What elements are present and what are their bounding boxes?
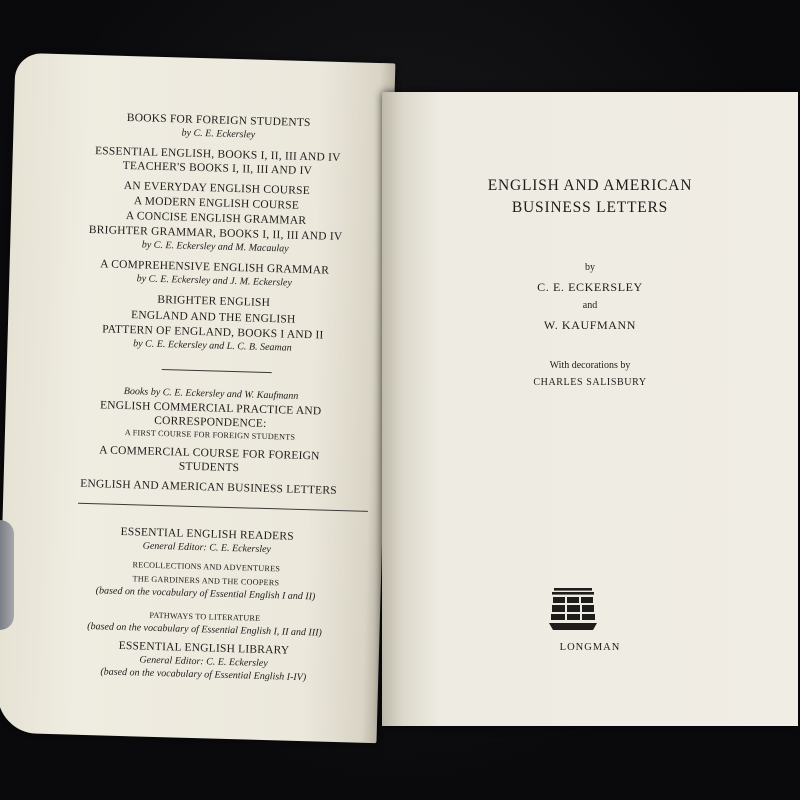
book-author: by C. E. Eckersley and J. M. Eckersley xyxy=(136,273,293,289)
and-label: and xyxy=(582,300,598,311)
book-item: AN EVERYDAY ENGLISH COURSE xyxy=(123,179,311,198)
book-title-line2: BUSINESS LETTERS xyxy=(511,199,669,216)
illustrator: CHARLES SALISBURY xyxy=(533,377,647,388)
reader-title: THE GARDINERS AND THE COOPERS xyxy=(132,574,280,588)
book-item: ENGLAND AND THE ENGLISH xyxy=(130,309,296,326)
book-item: A COMMERCIAL COURSE FOR FOREIGN xyxy=(99,444,320,463)
book-item: ENGLISH COMMERCIAL PRACTICE AND xyxy=(99,399,322,418)
author-1: C. E. ECKERSLEY xyxy=(537,280,643,294)
books-heading-by: by C. E. Eckersley xyxy=(181,127,256,141)
ship-logo-icon xyxy=(548,586,598,632)
publisher-name: LONGMAN xyxy=(559,642,621,653)
book-item: CORRESPONDENCE: xyxy=(154,414,267,430)
book-item: ESSENTIAL ENGLISH, BOOKS I, II, III AND IV xyxy=(94,145,341,164)
book-item: PATTERN OF ENGLAND, BOOKS I AND II xyxy=(102,323,324,342)
library-editor: General Editor: C. E. Eckersley xyxy=(139,654,268,670)
reader-note: (based on the vocabulary of Essential English I, II and III) xyxy=(87,621,322,639)
book-item: A MODERN ENGLISH COURSE xyxy=(133,195,300,212)
library-heading: ESSENTIAL ENGLISH LIBRARY xyxy=(118,639,290,657)
reader-note: (based on the vocabulary of Essential English I-IV) xyxy=(100,666,307,684)
coauthor-heading: Books by C. E. Eckersley and W. Kaufmann xyxy=(123,385,299,402)
by-label: by xyxy=(585,262,595,273)
book-item: TEACHER'S BOOKS I, II, III AND IV xyxy=(122,159,313,178)
book-item: A CONCISE ENGLISH GRAMMAR xyxy=(125,209,307,228)
book-item: STUDENTS xyxy=(178,460,240,475)
readers-editor: General Editor: C. E. Eckersley xyxy=(142,540,272,556)
book-title-line1: ENGLISH AND AMERICAN xyxy=(487,177,693,194)
book-author: by C. E. Eckersley and M. Macaulay xyxy=(141,239,289,255)
readers-heading: ESSENTIAL ENGLISH READERS xyxy=(120,525,294,543)
book-item: BRIGHTER GRAMMAR, BOOKS I, II, III AND IV xyxy=(88,223,343,244)
book-item: BRIGHTER ENGLISH xyxy=(157,293,271,310)
left-page xyxy=(0,53,395,743)
book-subtitle: A FIRST COURSE FOR FOREIGN STUDENTS xyxy=(124,428,296,442)
books-heading: BOOKS FOR FOREIGN STUDENTS xyxy=(126,111,311,130)
author-2: W. KAUFMANN xyxy=(543,318,637,332)
book-author: by C. E. Eckersley and L. C. B. Seaman xyxy=(133,338,292,354)
reader-title: RECOLLECTIONS AND ADVENTURES xyxy=(132,560,281,574)
section-divider xyxy=(78,503,368,512)
decorations-label: With decorations by xyxy=(549,360,631,371)
section-divider xyxy=(162,369,272,373)
reader-title: PATHWAYS TO LITERATURE xyxy=(149,610,261,623)
reader-note: (based on the vocabulary of Essential English I and II) xyxy=(95,585,316,603)
book-item: ENGLISH AND AMERICAN BUSINESS LETTERS xyxy=(80,477,337,497)
book-item: A COMPREHENSIVE ENGLISH GRAMMAR xyxy=(100,258,330,277)
thumb xyxy=(0,520,14,630)
